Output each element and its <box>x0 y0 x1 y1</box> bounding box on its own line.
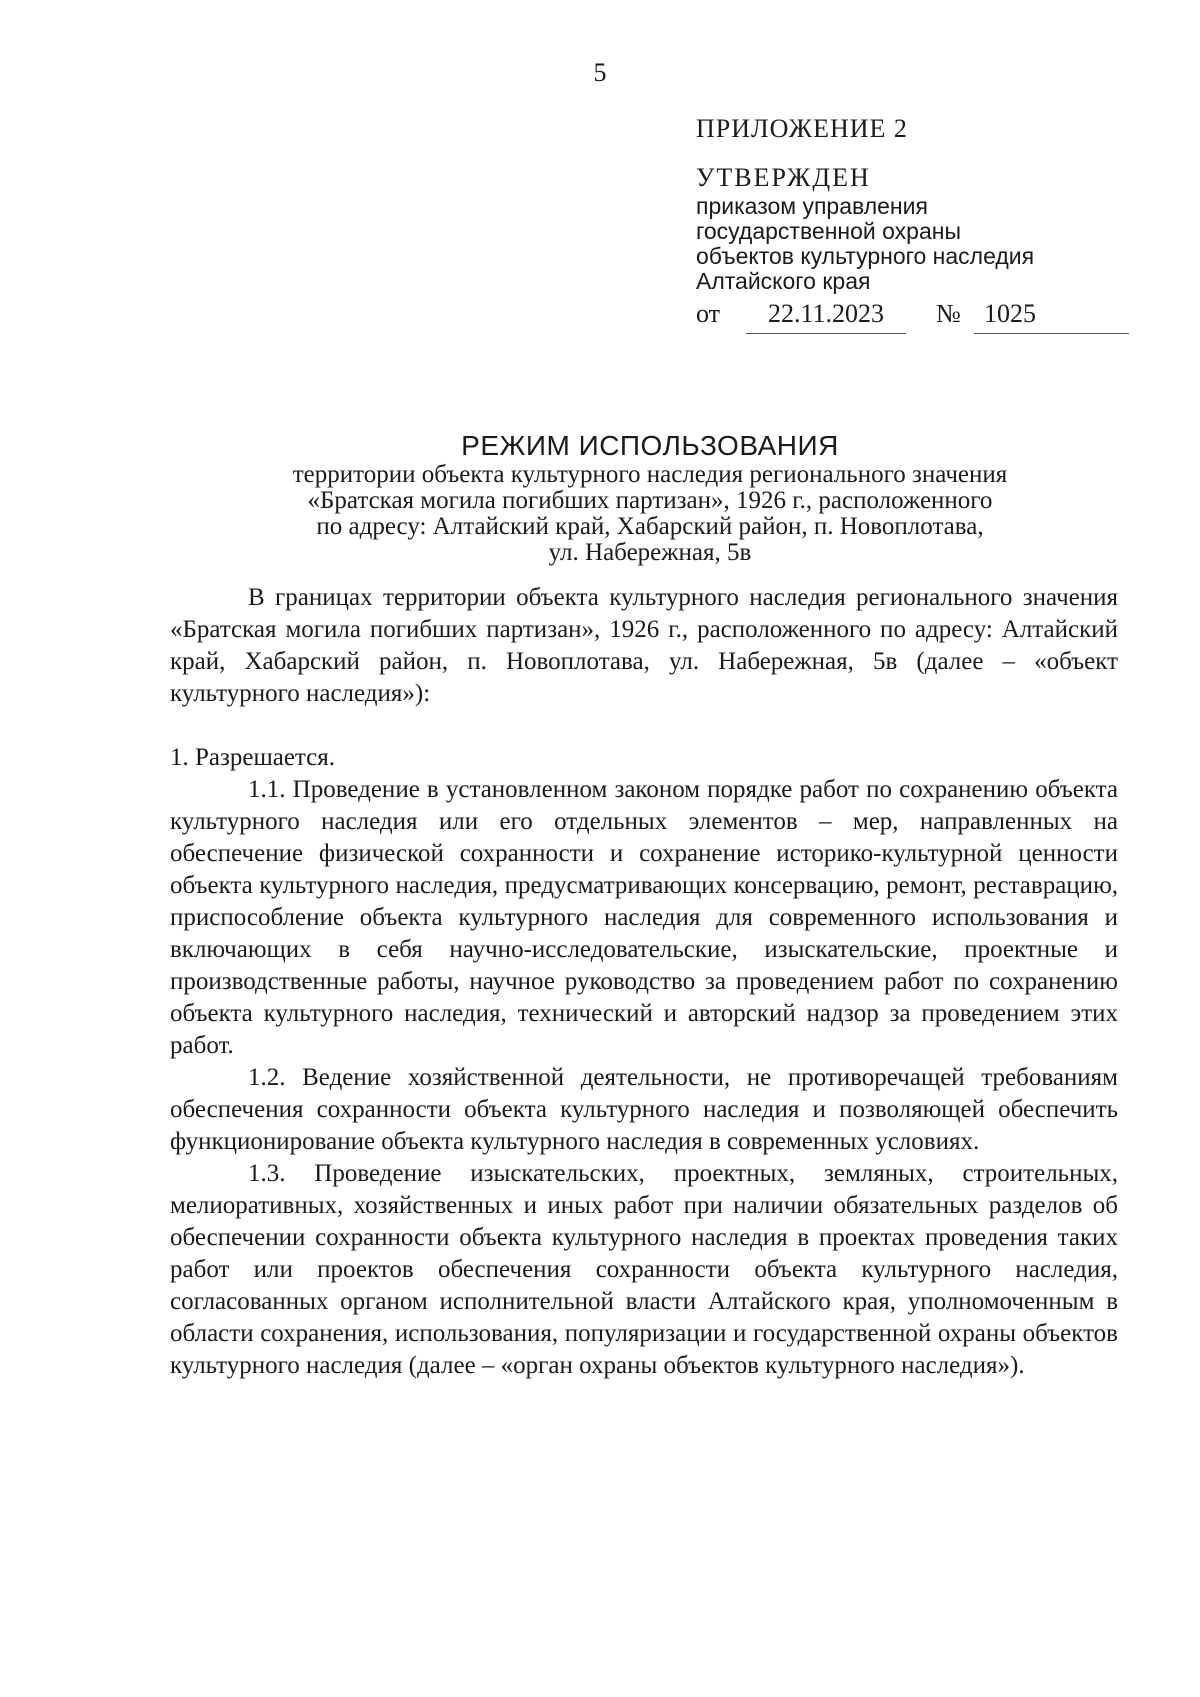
order-date-row <box>696 298 1136 338</box>
title-line: ул. Набережная, 5в <box>548 539 752 566</box>
title-line: территории объекта культурного наследия регионального значения <box>292 461 1008 488</box>
clause-1-2: 1.2. Ведение хозяйственной деятельности, не противоречащей требованиям обеспечения сохранности объекта культурного наследия и позволяющей обеспечить функционирование объекта культурного наследия в современных условиях. <box>170 1064 1118 1155</box>
clause-1-3: 1.3. Проведение изыскательских, проектных, земляных, строительных, мелиоративных, хозяйственных и иных работ при наличии обязательных разделов об обеспечении сохранности объекта культурного наследия в проектах проведения таких работ или проектов обеспечения сохранности объекта культурного наследия, согласованных органом исполнительной власти Алтайского края, уполномоченным в области сохранения, использования, популяризации и государственной охраны объектов культурного наследия (далее – «орган охраны объектов культурного наследия»). <box>170 1160 1118 1379</box>
intro-paragraph: В границах территории объекта культурного наследия регионального значения «Братская могила погибших партизан», 1926 г., расположенного по адресу: Алтайский край, Хабарский район, п. Новоплотава, ул. Набережная, 5в (далее – «объект культурного наследия»): <box>170 584 1118 707</box>
title-main: РЕЖИМ ИСПОЛЬЗОВАНИЯ <box>461 430 839 461</box>
title-line: по адресу: Алтайский край, Хабарский район, п. Новоплотава, <box>316 513 984 540</box>
stamp-line: объектов культурного наследия <box>696 243 1035 269</box>
approval-stamp <box>696 112 1136 338</box>
section-heading: 1. Разрешается. <box>170 744 335 771</box>
document-body <box>170 582 1118 1382</box>
from-label: от <box>696 299 721 328</box>
approved-label: УТВЕРЖДЕН <box>696 163 871 192</box>
stamp-line: государственной охраны <box>696 218 961 244</box>
page-number: 5 <box>593 58 607 87</box>
title-line: «Братская могила погибших партизан», 1926 г., расположенного <box>307 487 993 514</box>
appendix-label: ПРИЛОЖЕНИЕ 2 <box>696 114 908 143</box>
stamp-line: Алтайского края <box>696 268 871 294</box>
order-date: 22.11.2023 <box>746 298 906 334</box>
number-sign: № <box>936 299 961 328</box>
clause-1-1: 1.1. Проведение в установленном законом порядке работ по сохранению объекта культурного наследия или его отдельных элементов – мер, направленных на обеспечение физической сохранности и сохранение историко-культурной ценности объекта культурного наследия, предусматривающих консервацию, ремонт, реставрацию, приспособление объекта культурного наследия для современного использования и включающих в себя научно-исследовательские, изыскательские, проектные и производственные работы, научное руководство за проведением работ по сохранению объекта культурного наследия, технический и авторский надзор за проведением этих работ. <box>170 776 1118 1059</box>
document-title <box>150 430 1150 566</box>
stamp-line: приказом управления <box>696 193 928 219</box>
order-number: 1025 <box>974 298 1129 334</box>
